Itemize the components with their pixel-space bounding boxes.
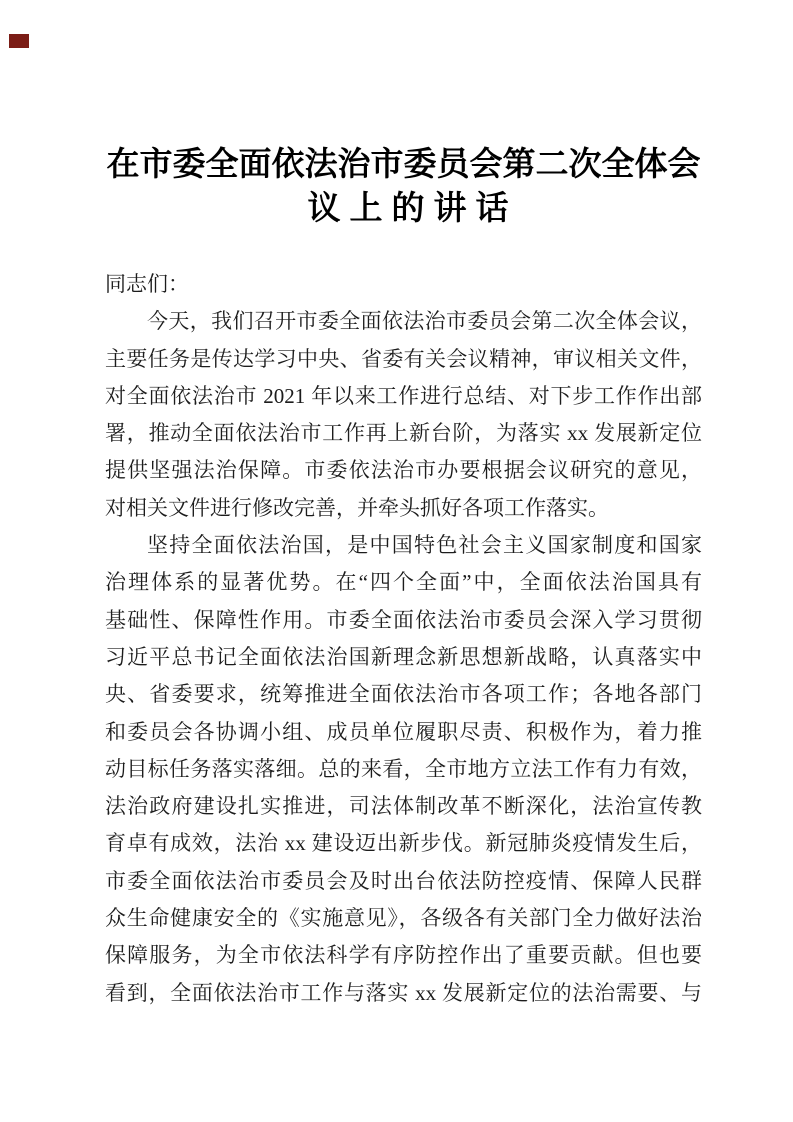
body-line: 央、省委要求，统筹推进全面依法治市各项工作；各地各部门 <box>105 682 702 707</box>
body-line: 基础性、保障性作用。市委全面依法治市委员会深入学习贯彻 <box>105 607 702 632</box>
document-title <box>105 144 702 231</box>
title-line-2: 议上的讲话 <box>307 190 518 227</box>
body-line: 动目标任务落实落细。总的来看，全市地方立法工作有力有效， <box>105 756 702 781</box>
title-line-1: 在市委全面依法治市委员会第二次全体会 <box>106 147 701 183</box>
body-line: 习近平总书记全面依法治国新理念新思想新战略，认真落实中 <box>105 644 702 669</box>
body-line: 提供坚强法治保障。市委依法治市办要根据会议研究的意见， <box>105 458 702 483</box>
body-line: 署，推动全面依法治市工作再上新台阶，为落实 xx 发展新定位 <box>105 421 702 446</box>
body-line: 市委全面依法治市委员会及时出台依法防控疫情、保障人民群 <box>105 868 702 893</box>
body-line: 治理体系的显著优势。在“四个全面”中，全面依法治国具有 <box>105 570 702 595</box>
body-line: 今天，我们召开市委全面依法治市委员会第二次全体会议， <box>147 309 702 334</box>
body-line: 主要任务是传达学习中央、省委有关会议精神，审议相关文件， <box>105 346 702 371</box>
body-line: 看到，全面依法治市工作与落实 xx 发展新定位的法治需要、与 <box>105 980 702 1005</box>
body-line: 对全面依法治市 2021 年以来工作进行总结、对下步工作作出部 <box>105 383 702 408</box>
body-line: 同志们： <box>105 272 189 296</box>
body-line: 众生命健康安全的《实施意见》，各级各有关部门全力做好法治 <box>105 906 702 931</box>
body-line: 保障服务，为全市依法科学有序防控作出了重要贡献。但也要 <box>105 943 702 968</box>
body-line: 和委员会各协调小组、成员单位履职尽责、积极作为，着力推 <box>105 719 702 744</box>
body-line: 坚持全面依法治国，是中国特色社会主义国家制度和国家 <box>147 533 702 558</box>
corner-stamp <box>9 34 29 48</box>
body-line: 法治政府建设扎实推进，司法体制改革不断深化，法治宣传教 <box>105 794 702 819</box>
body-line: 对相关文件进行修改完善，并牵头抓好各项工作落实。 <box>105 495 609 520</box>
body-line: 育卓有成效，法治 xx 建设迈出新步伐。新冠肺炎疫情发生后， <box>105 831 702 856</box>
document-body <box>105 266 702 1012</box>
